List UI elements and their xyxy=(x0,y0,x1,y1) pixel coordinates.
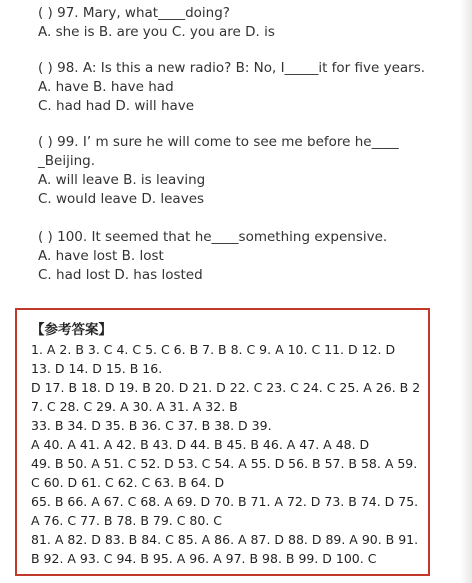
question-options: A. have B. have had xyxy=(38,79,174,95)
question-options: A. have lost B. lost xyxy=(38,248,164,264)
question-98 xyxy=(38,59,425,116)
answer-key-title: 【参考答案】 xyxy=(31,322,112,338)
answer-line: 13. D 14. D 15. B 16. xyxy=(31,361,163,376)
question-options: C. had had D. will have xyxy=(38,98,195,114)
answer-line: D 17. B 18. D 19. B 20. D 21. D 22. C 23. C 24. C 25. A 26. B 2 xyxy=(31,380,421,395)
answer-key-box xyxy=(15,308,430,576)
question-line: ( ) 99. I’ m sure he will come to see me before he____ xyxy=(38,134,399,150)
question-99 xyxy=(38,133,399,209)
answer-line: 65. B 66. A 67. C 68. A 69. D 70. B 71. A 72. D 73. B 74. D 75. xyxy=(31,494,419,509)
question-line: ( ) 98. A: Is this a new radio? B: No, I_____it for five years. xyxy=(38,60,426,76)
answer-line: A 76. C 77. B 78. B 79. C 80. C xyxy=(31,513,223,528)
answer-line: 33. B 34. D 35. B 36. C 37. B 38. D 39. xyxy=(31,418,272,433)
answer-line: 7. C 28. C 29. A 30. A 31. A 32. B xyxy=(31,399,238,414)
answer-line: B 92. A 93. C 94. B 95. A 96. A 97. B 98. B 99. D 100. C xyxy=(31,551,377,566)
answer-line: A 40. A 41. A 42. B 43. D 44. B 45. B 46. A 47. A 48. D xyxy=(31,437,370,452)
answer-line: 81. A 82. D 83. B 84. C 85. A 86. A 87. D 88. D 89. A 90. B 91. xyxy=(31,532,419,547)
question-100 xyxy=(38,228,387,285)
question-options: C. had lost D. has losted xyxy=(38,267,203,283)
answer-line: 49. B 50. A 51. C 52. D 53. C 54. A 55. D 56. B 57. B 58. A 59. xyxy=(31,456,418,471)
question-options: A. she is B. are you C. you are D. is xyxy=(38,24,275,40)
question-options: A. will leave B. is leaving xyxy=(38,172,206,188)
question-options: C. would leave D. leaves xyxy=(38,191,205,207)
question-line: ( ) 100. It seemed that he____something expensive. xyxy=(38,229,388,245)
question-line: ( ) 97. Mary, what____doing? xyxy=(38,5,230,21)
answer-line: C 60. D 61. C 62. C 63. B 64. D xyxy=(31,475,225,490)
answer-line: 1. A 2. B 3. C 4. C 5. C 6. B 7. B 8. C 9. A 10. C 11. D 12. D xyxy=(31,342,396,357)
page-edge-shadow xyxy=(460,0,472,583)
question-line: _Beijing. xyxy=(38,153,95,169)
question-97 xyxy=(38,4,275,42)
